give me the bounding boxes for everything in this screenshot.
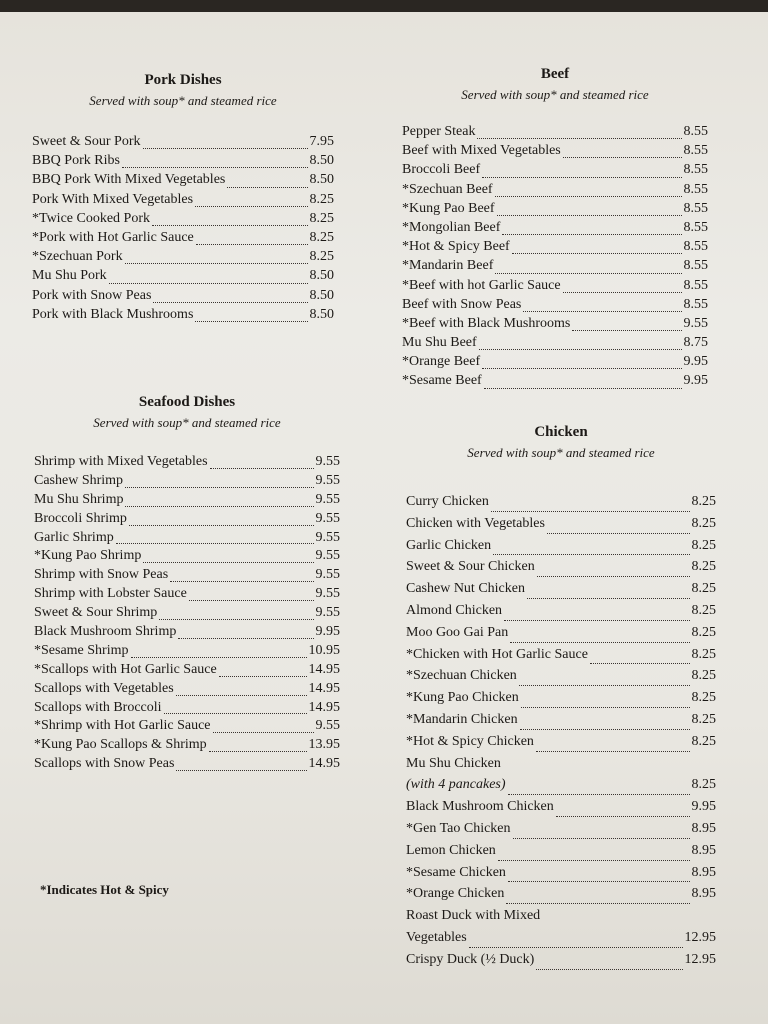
menu-item-name: Roast Duck with Mixed <box>406 908 541 924</box>
dot-leader <box>497 215 682 216</box>
menu-item-name: *Szechuan Beef <box>402 181 493 197</box>
menu-item-name: Shrimp with Lobster Sauce <box>34 586 187 602</box>
menu-item-price: 9.55 <box>315 454 340 469</box>
menu-item <box>406 516 716 538</box>
menu-item-price: 14.95 <box>308 756 340 772</box>
menu-item <box>402 124 708 143</box>
menu-item-price: 8.50 <box>309 268 334 284</box>
menu-item-name: *Shrimp with Hot Garlic Sauce <box>34 718 211 734</box>
menu-item-name: *Kung Pao Scallops & Shrimp <box>34 737 207 753</box>
dot-leader <box>176 695 307 696</box>
dot-leader <box>536 751 690 752</box>
dot-leader <box>210 468 314 469</box>
menu-item <box>406 777 716 799</box>
menu-item-price: 8.25 <box>691 733 716 749</box>
menu-item-price: 9.55 <box>315 472 340 488</box>
menu-item <box>34 624 340 643</box>
menu-item-price: 9.55 <box>315 491 340 507</box>
dot-leader <box>556 816 690 817</box>
menu-item-name: Broccoli Beef <box>402 162 481 178</box>
dot-leader <box>510 642 689 643</box>
menu-item-price: 8.25 <box>691 537 716 553</box>
menu-item-name: *Sesame Chicken <box>406 864 506 880</box>
menu-item <box>34 662 340 681</box>
menu-item-price: 8.50 <box>309 306 334 322</box>
menu-item-name: Pork with Black Mushrooms <box>32 306 194 322</box>
dot-leader <box>537 576 690 577</box>
menu-item-price: 8.95 <box>691 886 716 902</box>
menu-item-price: 9.55 <box>683 315 708 331</box>
menu-item-name: (with 4 pancakes) <box>406 777 506 793</box>
dot-leader <box>477 138 681 139</box>
menu-item-name: Beef with Snow Peas <box>402 296 522 312</box>
menu-item-price: 8.25 <box>691 581 716 597</box>
menu-item-price: 13.95 <box>308 737 340 753</box>
menu-item-name: Scallops with Broccoli <box>34 699 162 715</box>
menu-item-name: *Scallops with Hot Garlic Sauce <box>34 661 217 677</box>
menu-item-name: Curry Chicken <box>406 494 489 509</box>
menu-item <box>34 567 340 586</box>
dot-leader <box>153 302 307 303</box>
dot-leader <box>213 732 314 733</box>
menu-item <box>32 230 334 249</box>
menu-page <box>0 12 768 1024</box>
hot-spicy-note: *Indicates Hot & Spicy <box>40 882 169 897</box>
menu-item <box>34 511 340 530</box>
dot-leader <box>508 881 690 882</box>
menu-item-price: 8.25 <box>309 210 334 226</box>
menu-item-price: 12.95 <box>684 951 716 967</box>
dot-leader <box>195 321 307 322</box>
menu-item-name: Black Mushroom Shrimp <box>34 624 177 640</box>
menu-item-price: 8.55 <box>683 143 708 159</box>
menu-item <box>34 700 340 719</box>
dot-leader <box>479 349 682 350</box>
menu-item-name: *Hot & Spicy Beef <box>402 239 510 255</box>
menu-item <box>402 297 708 316</box>
menu-item-name: *Twice Cooked Pork <box>32 210 151 226</box>
menu-item-name: Mu Shu Shrimp <box>34 491 124 507</box>
menu-item-price: 9.55 <box>315 718 340 734</box>
dot-leader <box>495 273 681 274</box>
dot-leader <box>491 511 690 512</box>
seafood-section <box>34 394 340 794</box>
dot-leader <box>109 283 308 284</box>
menu-item-name: *Mandarin Beef <box>402 258 494 274</box>
menu-item-name: Vegetables <box>406 929 467 945</box>
dot-leader <box>563 292 682 293</box>
menu-item <box>402 220 708 239</box>
menu-item <box>402 373 708 392</box>
menu-item-price: 9.55 <box>315 548 340 564</box>
menu-item-price: 8.55 <box>683 277 708 293</box>
menu-item-price: 8.75 <box>683 335 708 351</box>
menu-item <box>34 605 340 624</box>
menu-item-name: Pork With Mixed Vegetables <box>32 191 194 207</box>
menu-item <box>406 886 716 908</box>
menu-item-name: Pork with Snow Peas <box>32 287 152 303</box>
dot-leader <box>122 167 308 168</box>
dot-leader <box>506 903 689 904</box>
menu-item <box>34 473 340 492</box>
menu-item-price: 8.95 <box>691 820 716 836</box>
menu-item-name: *Orange Chicken <box>406 886 505 902</box>
menu-item-name: *Szechuan Chicken <box>406 668 517 684</box>
dot-leader <box>495 196 682 197</box>
menu-item <box>406 690 716 712</box>
menu-item <box>406 647 716 669</box>
menu-item-name: Broccoli Shrimp <box>34 510 127 526</box>
menu-item-price: 10.95 <box>308 642 340 658</box>
menu-item-name: *Chicken with Hot Garlic Sauce <box>406 646 588 662</box>
beef-title: Beef <box>540 66 570 82</box>
dot-leader <box>125 487 313 488</box>
menu-item-name: *Sesame Shrimp <box>34 642 129 658</box>
menu-item-price: 9.95 <box>683 354 708 370</box>
menu-item-price: 8.95 <box>691 842 716 858</box>
menu-item <box>402 316 708 335</box>
menu-item-price: 9.55 <box>315 567 340 583</box>
menu-item-name: *Pork with Hot Garlic Sauce <box>32 229 194 245</box>
dot-leader <box>227 187 307 188</box>
menu-item-price: 8.55 <box>683 162 708 178</box>
menu-item-name: *Mandarin Chicken <box>406 711 518 727</box>
menu-item-price: 8.55 <box>683 200 708 216</box>
chicken-title: Chicken <box>534 424 588 440</box>
menu-item <box>32 249 334 268</box>
menu-item <box>32 288 334 307</box>
menu-item-price: 8.25 <box>691 624 716 640</box>
menu-item <box>32 172 334 191</box>
menu-item-price: 14.95 <box>308 680 340 696</box>
menu-item-name: *Hot & Spicy Chicken <box>406 733 534 749</box>
dot-leader <box>209 751 307 752</box>
dot-leader <box>493 554 689 555</box>
menu-item <box>34 586 340 605</box>
dot-leader <box>170 581 313 582</box>
menu-item <box>34 718 340 737</box>
dot-leader <box>508 794 690 795</box>
menu-item <box>406 668 716 690</box>
dot-leader <box>520 729 690 730</box>
menu-item-name: Shrimp with Mixed Vegetables <box>34 454 208 469</box>
dot-leader <box>178 638 313 639</box>
menu-item-price: 8.50 <box>309 153 334 169</box>
menu-item-name: Lemon Chicken <box>406 842 496 858</box>
menu-item <box>34 643 340 662</box>
menu-item-name: BBQ Pork Ribs <box>32 153 120 169</box>
menu-item-price: 9.55 <box>315 586 340 602</box>
menu-item <box>34 681 340 700</box>
dot-leader <box>523 311 681 312</box>
beef-items <box>402 124 708 393</box>
dot-leader <box>125 263 308 264</box>
menu-item <box>402 239 708 258</box>
menu-item-name: BBQ Pork With Mixed Vegetables <box>32 172 226 188</box>
dot-leader <box>159 619 313 620</box>
menu-item-name: Pepper Steak <box>402 124 476 139</box>
dot-leader <box>512 253 682 254</box>
menu-item-name: *Gen Tao Chicken <box>406 820 511 836</box>
dot-leader <box>143 148 308 149</box>
seafood-items <box>34 454 340 775</box>
menu-item-price: 8.25 <box>691 777 716 793</box>
menu-item <box>402 258 708 277</box>
menu-item-price: 8.55 <box>683 296 708 312</box>
menu-item-name: *Szechuan Pork <box>32 249 123 265</box>
menu-item-price: 8.25 <box>691 646 716 662</box>
menu-item-price: 8.25 <box>691 494 716 509</box>
menu-item-name: Sweet & Sour Pork <box>32 134 141 149</box>
menu-item-price: 12.95 <box>684 929 716 945</box>
menu-item-price: 7.95 <box>309 134 334 149</box>
menu-item-name: Moo Goo Gai Pan <box>406 624 509 640</box>
menu-item <box>32 153 334 172</box>
menu-item-name: Chicken with Vegetables <box>406 515 545 531</box>
chicken-section <box>406 424 716 984</box>
menu-item-name: Black Mushroom Chicken <box>406 799 554 815</box>
dot-leader <box>482 368 681 369</box>
dot-leader <box>176 770 306 771</box>
dot-leader <box>536 969 682 970</box>
menu-item-price: 8.55 <box>683 258 708 274</box>
menu-item <box>406 821 716 843</box>
menu-item <box>406 712 716 734</box>
menu-item <box>402 162 708 181</box>
menu-item-price: 8.25 <box>691 711 716 727</box>
menu-item-name: Garlic Shrimp <box>34 529 114 545</box>
dot-leader <box>219 676 307 677</box>
menu-item-price: 8.50 <box>309 172 334 188</box>
menu-item-name: Mu Shu Chicken <box>406 755 501 771</box>
seafood-subtitle: Served with soup* and steamed rice <box>93 415 281 430</box>
menu-item-name: Mu Shu Beef <box>402 335 477 351</box>
menu-item <box>406 756 716 778</box>
menu-item <box>34 492 340 511</box>
menu-item <box>402 143 708 162</box>
menu-item-name: Beef with Mixed Vegetables <box>402 143 561 159</box>
pork-section <box>32 72 334 332</box>
menu-item <box>32 307 334 326</box>
chicken-items <box>406 494 716 974</box>
chicken-subtitle: Served with soup* and steamed rice <box>467 445 655 460</box>
menu-item-price: 8.25 <box>309 229 334 245</box>
menu-item-price: 8.50 <box>309 287 334 303</box>
menu-item <box>406 538 716 560</box>
menu-item <box>406 865 716 887</box>
menu-item-name: *Sesame Beef <box>402 373 482 389</box>
dot-leader <box>131 657 307 658</box>
menu-item-name: *Orange Beef <box>402 354 481 370</box>
menu-item <box>34 454 340 473</box>
menu-item-price: 8.25 <box>691 559 716 575</box>
dot-leader <box>527 598 690 599</box>
menu-item <box>34 756 340 775</box>
beef-subtitle: Served with soup* and steamed rice <box>461 87 649 102</box>
menu-item <box>402 182 708 201</box>
menu-item-name: Mu Shu Pork <box>32 268 107 284</box>
menu-item-price: 9.95 <box>315 624 340 640</box>
menu-item-price: 8.25 <box>691 690 716 706</box>
menu-item-price: 9.95 <box>691 799 716 815</box>
menu-item <box>406 952 716 974</box>
menu-item-price: 8.25 <box>691 515 716 531</box>
menu-item <box>406 734 716 756</box>
dot-leader <box>195 206 307 207</box>
menu-item-name: Shrimp with Snow Peas <box>34 567 169 583</box>
menu-item <box>402 201 708 220</box>
menu-item <box>406 930 716 952</box>
menu-item <box>34 737 340 756</box>
menu-item-price: 9.95 <box>683 373 708 389</box>
dot-leader <box>547 533 690 534</box>
menu-item <box>32 268 334 287</box>
menu-item-name: Almond Chicken <box>406 602 503 618</box>
menu-item-name: Sweet & Sour Shrimp <box>34 605 158 621</box>
dot-leader <box>129 525 314 526</box>
dot-leader <box>152 225 307 226</box>
menu-item-name: Cashew Shrimp <box>34 472 124 488</box>
beef-section <box>402 66 708 406</box>
menu-item-price: 14.95 <box>308 661 340 677</box>
menu-item <box>32 192 334 211</box>
menu-item-price: 8.55 <box>683 181 708 197</box>
menu-item-price: 8.95 <box>691 864 716 880</box>
dot-leader <box>116 543 314 544</box>
menu-item-name: Scallops with Snow Peas <box>34 756 175 772</box>
menu-item <box>32 211 334 230</box>
dot-leader <box>189 600 314 601</box>
dot-leader <box>164 713 307 714</box>
menu-item-name: *Beef with Black Mushrooms <box>402 315 571 331</box>
menu-item <box>406 559 716 581</box>
menu-item <box>402 335 708 354</box>
dot-leader <box>563 157 682 158</box>
menu-item <box>32 134 334 153</box>
menu-item-price: 14.95 <box>308 699 340 715</box>
dot-leader <box>196 244 308 245</box>
menu-item <box>406 799 716 821</box>
menu-item <box>406 843 716 865</box>
menu-item-price: 8.55 <box>683 124 708 139</box>
dot-leader <box>502 234 681 235</box>
menu-item <box>406 603 716 625</box>
dot-leader <box>482 177 681 178</box>
menu-item-price: 8.25 <box>309 191 334 207</box>
dot-leader <box>125 506 313 507</box>
dot-leader <box>521 707 690 708</box>
dot-leader <box>484 388 682 389</box>
menu-item <box>406 581 716 603</box>
menu-item-price: 9.55 <box>315 605 340 621</box>
menu-item <box>402 354 708 373</box>
menu-item-name: Crispy Duck (½ Duck) <box>406 951 535 967</box>
menu-item-name: Garlic Chicken <box>406 537 492 553</box>
dot-leader <box>469 947 683 948</box>
menu-item <box>34 548 340 567</box>
menu-item-price: 9.55 <box>315 529 340 545</box>
menu-item-name: *Kung Pao Chicken <box>406 690 519 706</box>
seafood-title: Seafood Dishes <box>138 394 236 410</box>
dot-leader <box>572 330 681 331</box>
menu-item-price: 8.55 <box>683 219 708 235</box>
menu-item-price: 9.55 <box>315 510 340 526</box>
menu-item-name: Cashew Nut Chicken <box>406 581 525 597</box>
menu-item <box>402 278 708 297</box>
dot-leader <box>590 663 690 664</box>
dot-leader <box>513 838 690 839</box>
menu-item-price: 8.55 <box>683 239 708 255</box>
dot-leader <box>519 685 690 686</box>
menu-item-price: 8.25 <box>309 249 334 265</box>
pork-title: Pork Dishes <box>144 72 222 88</box>
menu-item-price: 8.25 <box>691 602 716 618</box>
menu-item <box>34 530 340 549</box>
dot-leader <box>498 860 690 861</box>
menu-item-name: *Kung Pao Beef <box>402 200 495 216</box>
dot-leader <box>504 620 689 621</box>
menu-item-name: Sweet & Sour Chicken <box>406 559 535 575</box>
menu-item <box>406 494 716 516</box>
menu-item-name: *Mongolian Beef <box>402 219 501 235</box>
menu-item <box>406 625 716 647</box>
pork-subtitle: Served with soup* and steamed rice <box>89 93 277 108</box>
dot-leader <box>143 562 313 563</box>
menu-item-price: 8.25 <box>691 668 716 684</box>
menu-item-name: *Kung Pao Shrimp <box>34 548 142 564</box>
menu-item-name: *Beef with hot Garlic Sauce <box>402 277 561 293</box>
menu-item-name: Scallops with Vegetables <box>34 680 174 696</box>
pork-items <box>32 134 334 326</box>
menu-item <box>406 908 716 930</box>
